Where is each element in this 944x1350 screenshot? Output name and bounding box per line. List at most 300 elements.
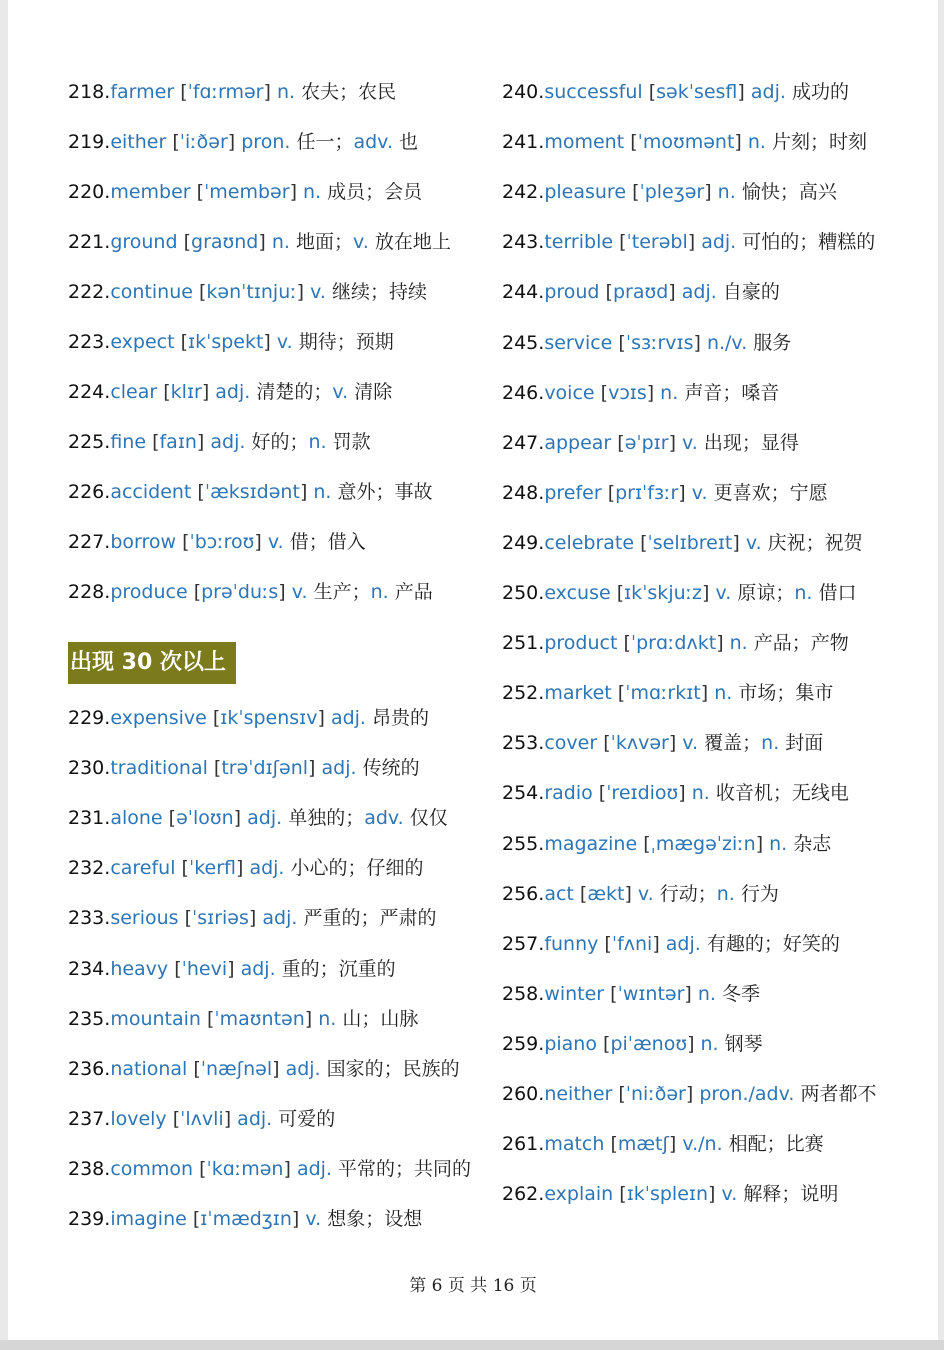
- bracket-open: [: [632, 181, 640, 204]
- entry-meaning: 杂志: [793, 832, 832, 855]
- bracket-close: ]: [201, 381, 216, 403]
- vocab-entry: [68, 129, 418, 155]
- bracket-close: ]: [732, 531, 746, 554]
- entry-word: produce: [110, 581, 188, 603]
- entry-meaning: 有趣的；好笑的: [706, 932, 840, 955]
- entry-meaning: 想象；设想: [327, 1208, 423, 1230]
- entry-part-of-speech: v.: [745, 531, 762, 554]
- entry-part-of-speech: n.: [697, 982, 716, 1005]
- bracket-close: ]: [693, 331, 707, 354]
- entry-part-of-speech: adj.: [750, 81, 786, 103]
- entry-word: piano: [544, 1032, 597, 1055]
- bracket-close: ]: [299, 481, 314, 503]
- vocab-entry: [68, 956, 396, 982]
- bracket-close: ]: [702, 582, 716, 604]
- entry-word: borrow: [110, 531, 177, 553]
- vocab-entry: [502, 1131, 824, 1157]
- entry-number: 224.: [68, 381, 111, 403]
- vocab-entry: [502, 580, 857, 606]
- bracket-close: ]: [678, 481, 692, 504]
- vocab-entry: [502, 480, 828, 506]
- entry-phonetic: praʊd: [612, 281, 669, 304]
- bracket-close: ]: [263, 331, 277, 353]
- bracket-open: [: [617, 682, 626, 705]
- entry-word: voice: [544, 381, 595, 404]
- bracket-open: [: [172, 1107, 181, 1130]
- bracket-close: ]: [684, 982, 698, 1005]
- entry-phonetic: ˈsɪriəs: [192, 907, 249, 930]
- bracket-open: [: [610, 1133, 618, 1156]
- entry-meaning: 冬季: [722, 982, 761, 1005]
- entry-number: 232.: [68, 857, 111, 880]
- entry-number: 237.: [68, 1107, 111, 1130]
- entry-meaning: 生产；: [313, 581, 371, 603]
- entry-phonetic: ˈwɪntər: [617, 982, 685, 1005]
- entry-meaning: 解释；说明: [743, 1183, 839, 1206]
- vocab-entry: [68, 379, 392, 405]
- entry-part-of-speech: v.: [637, 882, 654, 905]
- entry-phonetic: ˈreɪdioʊ: [606, 782, 679, 805]
- entry-meaning: 国家的；民族的: [326, 1057, 460, 1080]
- entry-meaning: 昂贵的: [372, 707, 430, 729]
- entry-meaning: 行动；: [659, 882, 717, 905]
- entry-word: winter: [544, 982, 605, 1005]
- entry-meaning: 市场；集市: [738, 682, 834, 705]
- bracket-open: [: [193, 581, 202, 603]
- bracket-open: [: [197, 481, 205, 503]
- entry-meaning: 山；山脉: [342, 1007, 419, 1030]
- bracket-open: [: [603, 1032, 611, 1055]
- bracket-open: [: [604, 932, 612, 955]
- entry-word: funny: [544, 932, 599, 955]
- entry-phonetic: prəˈduːs: [201, 581, 279, 603]
- entry-number: 236.: [68, 1057, 111, 1080]
- entry-meaning: 原谅；: [737, 582, 795, 604]
- entry-number: 257.: [502, 932, 545, 955]
- bracket-close: ]: [248, 907, 263, 930]
- entry-part-of-speech: n.: [729, 632, 748, 655]
- vocab-entry: [68, 1056, 460, 1082]
- entry-phonetic: kənˈtɪnjuː: [206, 281, 297, 303]
- entry-number: 231.: [68, 807, 111, 830]
- vocab-entry: [502, 79, 849, 105]
- bracket-close: ]: [668, 1133, 683, 1156]
- entry-word: serious: [110, 907, 179, 930]
- vocab-entry: [68, 1006, 418, 1032]
- entry-number: 225.: [68, 431, 111, 453]
- vocab-entry: [68, 229, 451, 255]
- entry-part-of-speech: adj.: [665, 932, 701, 955]
- entry-number: 241.: [502, 131, 545, 154]
- bracket-open: [: [196, 181, 205, 203]
- entry-phonetic: ækt: [587, 882, 625, 905]
- entry-meaning: 好的；: [251, 431, 309, 453]
- entry-part-of-speech: n.: [303, 181, 322, 203]
- entry-phonetic: ɪkˈspekt: [188, 331, 264, 353]
- entry-word: expect: [110, 331, 175, 353]
- entry-meaning-2: 产品: [394, 581, 433, 603]
- entry-part-of-speech: n.: [271, 231, 290, 253]
- entry-meaning: 单独的；: [288, 807, 365, 830]
- entry-part-of-speech: n.: [769, 832, 788, 855]
- entry-word: national: [110, 1057, 188, 1080]
- bracket-close: ]: [668, 732, 683, 755]
- entry-number: 250.: [502, 582, 545, 604]
- entry-word: expensive: [110, 707, 207, 729]
- entry-part-of-speech: pron./adv.: [699, 1083, 795, 1105]
- vocab-entry: [68, 429, 371, 455]
- entry-meaning-2: 罚款: [332, 431, 371, 453]
- entry-number: 242.: [502, 181, 545, 204]
- entry-meaning: 覆盖；: [704, 732, 762, 755]
- entry-part-of-speech: adj.: [249, 857, 285, 880]
- entry-part-of-speech: adj.: [247, 807, 283, 830]
- entry-meaning: 小心的；仔细的: [290, 857, 424, 880]
- entry-number: 228.: [68, 581, 111, 603]
- bracket-close: ]: [304, 1007, 319, 1030]
- entry-meaning: 清楚的；: [256, 381, 333, 403]
- entry-number: 246.: [502, 381, 545, 404]
- entry-word: proud: [544, 281, 600, 304]
- vocab-entry: [502, 229, 875, 255]
- vocab-entry: [68, 1106, 335, 1132]
- bracket-close: ]: [236, 857, 250, 880]
- vocab-entry: [502, 1031, 763, 1057]
- entry-meaning: 继续；持续: [331, 281, 427, 303]
- entry-word: clear: [110, 381, 158, 403]
- vocab-entry: [68, 579, 433, 605]
- entry-meaning: 任一；: [296, 131, 354, 153]
- vocab-entry: [502, 380, 779, 406]
- bracket-open: [: [630, 131, 638, 154]
- entry-phonetic: ˈæksɪdənt: [204, 481, 300, 503]
- bracket-open: [: [183, 231, 192, 253]
- entry-phonetic: ˈmɑːrkɪt: [625, 682, 701, 705]
- bracket-close: ]: [737, 81, 751, 103]
- entry-meaning: 服务: [753, 331, 792, 354]
- entry-phonetic: ˈkerfl: [188, 857, 236, 880]
- entry-word: accident: [110, 481, 192, 503]
- entry-number: 233.: [68, 907, 111, 930]
- vocab-entry: [68, 805, 448, 831]
- entry-meaning-2: 封面: [785, 732, 824, 755]
- entry-meaning: 声音；嗓音: [684, 381, 780, 404]
- entry-meaning-2: 放在地上: [374, 231, 451, 253]
- entry-meaning: 自豪的: [722, 281, 780, 304]
- entry-number: 258.: [502, 982, 545, 1005]
- entry-phonetic: ˈlʌvli: [180, 1107, 224, 1130]
- bracket-close: ]: [196, 431, 211, 453]
- entry-number: 226.: [68, 481, 111, 503]
- bracket-close: ]: [668, 281, 682, 304]
- entry-phonetic: ˌmægəˈziːn: [650, 832, 756, 855]
- bracket-open: [: [618, 331, 626, 354]
- bracket-close: ]: [624, 882, 638, 905]
- entry-meaning: 借；借入: [289, 531, 366, 553]
- entry-number: 223.: [68, 331, 111, 353]
- entry-word: member: [110, 181, 191, 203]
- vocab-entry: [68, 479, 433, 505]
- entry-meaning: 产品；产物: [753, 632, 849, 655]
- entry-part-of-speech: v.: [682, 732, 699, 755]
- entry-part-of-speech: v.: [291, 581, 308, 603]
- entry-phonetic: ˈselɪbreɪt: [647, 531, 733, 554]
- entry-number: 222.: [68, 281, 111, 303]
- entry-number: 259.: [502, 1032, 545, 1055]
- bracket-open: [: [207, 1007, 215, 1030]
- entry-part-of-speech-2: n.: [370, 581, 389, 603]
- entry-part-of-speech: adj.: [681, 281, 717, 304]
- entry-number: 252.: [502, 682, 545, 705]
- bracket-open: [: [180, 331, 189, 353]
- entry-number: 239.: [68, 1208, 111, 1230]
- entry-meaning: 农夫；农民: [301, 81, 397, 103]
- bracket-open: [: [199, 1157, 207, 1180]
- entry-word: successful: [544, 81, 643, 103]
- entry-number: 218.: [68, 81, 111, 103]
- entry-number: 243.: [502, 231, 545, 254]
- entry-word: radio: [544, 782, 593, 805]
- bracket-close: ]: [263, 81, 277, 103]
- vocab-entry: [502, 179, 837, 205]
- entry-meaning-2: 也: [399, 131, 419, 153]
- entry-phonetic: ˈprɑːdʌkt: [630, 632, 717, 655]
- entry-meaning: 片刻；时刻: [771, 131, 867, 154]
- entry-number: 254.: [502, 782, 545, 805]
- vocab-entry: [502, 1181, 838, 1207]
- entry-part-of-speech: adj.: [215, 381, 251, 403]
- entry-part-of-speech: adj.: [296, 1157, 332, 1180]
- entry-part-of-speech: adj.: [285, 1057, 321, 1080]
- vocab-entry: [502, 780, 849, 806]
- entry-phonetic: ˈnæʃnəl: [200, 1057, 273, 1080]
- entry-meaning: 两者都不: [800, 1083, 877, 1105]
- section-heading: 出现 30 次以上: [68, 642, 236, 684]
- bracket-close: ]: [272, 1057, 286, 1080]
- entry-word: market: [544, 682, 612, 705]
- entry-part-of-speech: v.: [682, 431, 698, 454]
- entry-meaning-2: 清除: [354, 381, 393, 403]
- vocab-entry: [502, 981, 760, 1007]
- bracket-close: ]: [734, 131, 748, 154]
- entry-part-of-speech: v.: [267, 531, 284, 553]
- entry-phonetic: ˈmembər: [204, 181, 290, 203]
- entry-word: common: [110, 1157, 194, 1180]
- entry-part-of-speech-2: n.: [761, 732, 780, 755]
- entry-number: 256.: [502, 882, 545, 905]
- bracket-close: ]: [685, 1083, 700, 1105]
- entry-word: celebrate: [544, 531, 635, 554]
- bracket-open: [: [603, 732, 611, 755]
- entry-phonetic: mætʃ: [617, 1133, 669, 1156]
- entry-meaning: 相配；比赛: [728, 1133, 824, 1156]
- entry-part-of-speech: adj.: [210, 431, 246, 453]
- bracket-open: [: [180, 81, 188, 103]
- entry-number: 227.: [68, 531, 111, 553]
- bracket-open: [: [152, 431, 160, 453]
- vocab-entry: [502, 730, 823, 756]
- entry-phonetic: ˈfʌni: [611, 932, 653, 955]
- entry-number: 234.: [68, 957, 111, 980]
- entry-word: continue: [110, 281, 193, 303]
- bracket-open: [: [174, 957, 182, 980]
- entry-phonetic: graʊnd: [191, 231, 259, 253]
- entry-word: heavy: [110, 957, 169, 980]
- entry-meaning-2: 行为: [740, 882, 779, 905]
- entry-phonetic: ɪˈmædʒɪn: [200, 1208, 292, 1230]
- bracket-open: [: [598, 782, 607, 805]
- entry-number: 249.: [502, 531, 545, 554]
- vocab-entry: [68, 705, 429, 731]
- bracket-close: ]: [668, 431, 683, 454]
- entry-phonetic: ˈhevi: [181, 957, 228, 980]
- entry-phonetic: trəˈdɪʃənl: [221, 757, 309, 780]
- entry-number: 255.: [502, 832, 545, 855]
- entry-phonetic: ɪkˈskjuːz: [624, 582, 703, 604]
- bracket-close: ]: [317, 707, 331, 729]
- bracket-open: [: [213, 757, 222, 780]
- entry-phonetic: ˈniːðər: [625, 1083, 686, 1105]
- bracket-close: ]: [687, 1032, 701, 1055]
- bracket-close: ]: [227, 131, 242, 153]
- entry-meaning: 出现；显得: [703, 431, 799, 454]
- vocab-entry: [502, 330, 791, 356]
- bracket-close: ]: [254, 531, 268, 553]
- vocab-entry: [68, 329, 394, 355]
- entry-number: 229.: [68, 707, 111, 729]
- entry-part-of-speech-2: adv.: [364, 807, 404, 830]
- vocab-entry: [68, 1206, 422, 1232]
- entry-phonetic: ˈkɑːmən: [206, 1157, 284, 1180]
- vocab-entry: [68, 905, 436, 931]
- entry-phonetic: ˈsɜːrvɪs: [625, 331, 694, 354]
- entry-phonetic: prɪˈfɜːr: [615, 481, 679, 504]
- entry-part-of-speech-2: v.: [332, 381, 349, 403]
- vocab-entry: [502, 680, 833, 706]
- entry-meaning: 收音机；无线电: [715, 782, 849, 805]
- entry-phonetic: ˈmoʊmənt: [637, 131, 735, 154]
- entry-phonetic: ˈiːðər: [179, 131, 228, 153]
- vocab-entry: [68, 855, 424, 881]
- entry-word: prefer: [544, 481, 602, 504]
- vocab-entry: [68, 79, 396, 105]
- entry-number: 221.: [68, 231, 111, 253]
- entry-phonetic: vɔɪs: [608, 381, 647, 404]
- entry-part-of-speech-2: n.: [716, 882, 735, 905]
- bracket-close: ]: [308, 757, 322, 780]
- entry-word: cover: [544, 732, 598, 755]
- entry-part-of-speech: v.: [276, 331, 293, 353]
- entry-word: explain: [544, 1183, 614, 1206]
- entry-part-of-speech: n.: [700, 1032, 719, 1055]
- entry-number: 238.: [68, 1157, 111, 1180]
- entry-number: 262.: [502, 1183, 545, 1206]
- bracket-open: [: [184, 907, 193, 930]
- bracket-open: [: [163, 381, 171, 403]
- entry-number: 230.: [68, 757, 111, 780]
- bracket-close: ]: [652, 932, 666, 955]
- entry-number: 247.: [502, 431, 545, 454]
- entry-meaning: 传统的: [362, 757, 420, 780]
- page-footer: 第 6 页 共 16 页: [409, 1276, 537, 1296]
- bracket-close: ]: [283, 1157, 297, 1180]
- entry-word: magazine: [544, 832, 638, 855]
- entry-meaning-2: 借口: [818, 582, 857, 604]
- vocab-entry: [502, 831, 831, 857]
- bracket-close: ]: [755, 832, 770, 855]
- entry-part-of-speech: adj.: [240, 957, 276, 980]
- bracket-close: ]: [687, 231, 702, 254]
- entry-part-of-speech: n.: [318, 1007, 337, 1030]
- entry-word: lovely: [110, 1107, 167, 1130]
- vocab-entry: [68, 529, 366, 555]
- entry-part-of-speech-2: v.: [352, 231, 369, 253]
- entry-meaning: 钢琴: [724, 1032, 763, 1055]
- entry-word: fine: [110, 431, 147, 453]
- bracket-close: ]: [291, 1208, 306, 1230]
- bracket-close: ]: [700, 682, 715, 705]
- bottom-scrollbar: [0, 1340, 944, 1350]
- bracket-open: [: [212, 707, 221, 729]
- entry-part-of-speech: n./v.: [706, 331, 748, 354]
- entry-part-of-speech: n.: [691, 782, 710, 805]
- entry-word: careful: [110, 857, 176, 880]
- entry-part-of-speech: n.: [747, 131, 766, 154]
- entry-part-of-speech: n.: [276, 81, 296, 103]
- entry-part-of-speech: n.: [660, 381, 679, 404]
- entry-word: service: [544, 331, 613, 354]
- entry-part-of-speech: adj.: [701, 231, 737, 254]
- bracket-close: ]: [646, 381, 661, 404]
- bracket-close: ]: [704, 181, 718, 204]
- entry-part-of-speech: v.: [305, 1208, 322, 1230]
- entry-word: ground: [110, 231, 178, 253]
- entry-phonetic: ɪkˈspleɪn: [626, 1183, 709, 1206]
- entry-number: 240.: [502, 81, 545, 103]
- entry-part-of-speech-2: n.: [794, 582, 813, 604]
- bracket-close: ]: [223, 1107, 238, 1130]
- bracket-open: [: [616, 582, 625, 604]
- bracket-close: ]: [258, 231, 272, 253]
- entry-part-of-speech: adj.: [237, 1107, 273, 1130]
- entry-word: alone: [110, 807, 163, 830]
- entry-phonetic: ˈmaʊntən: [214, 1007, 305, 1030]
- bracket-open: [: [198, 281, 207, 303]
- entry-meaning: 意外；事故: [337, 481, 433, 503]
- entry-meaning: 可爱的: [278, 1107, 336, 1130]
- bracket-open: [: [607, 481, 616, 504]
- entry-meaning: 平常的；共同的: [338, 1157, 472, 1180]
- entry-meaning: 愉快；高兴: [741, 181, 837, 204]
- entry-part-of-speech: v.: [721, 1183, 738, 1206]
- entry-word: mountain: [110, 1007, 201, 1030]
- entry-phonetic: əˈpɪr: [624, 431, 669, 454]
- entry-word: farmer: [110, 81, 175, 103]
- vocab-entry: [502, 881, 779, 907]
- entry-number: 245.: [502, 331, 545, 354]
- entry-number: 244.: [502, 281, 545, 304]
- entry-part-of-speech: adj.: [262, 907, 298, 930]
- entry-phonetic: səkˈsesfl: [656, 81, 738, 103]
- entry-phonetic: ˈbɔːroʊ: [189, 531, 255, 553]
- vocab-entry: [68, 755, 420, 781]
- bracket-close: ]: [289, 181, 304, 203]
- entry-part-of-speech: v./n.: [682, 1133, 723, 1156]
- entry-part-of-speech-2: adv.: [353, 131, 393, 153]
- bracket-open: [: [623, 632, 631, 655]
- entry-phonetic: klɪr: [170, 381, 202, 403]
- entry-meaning: 地面；: [295, 231, 353, 253]
